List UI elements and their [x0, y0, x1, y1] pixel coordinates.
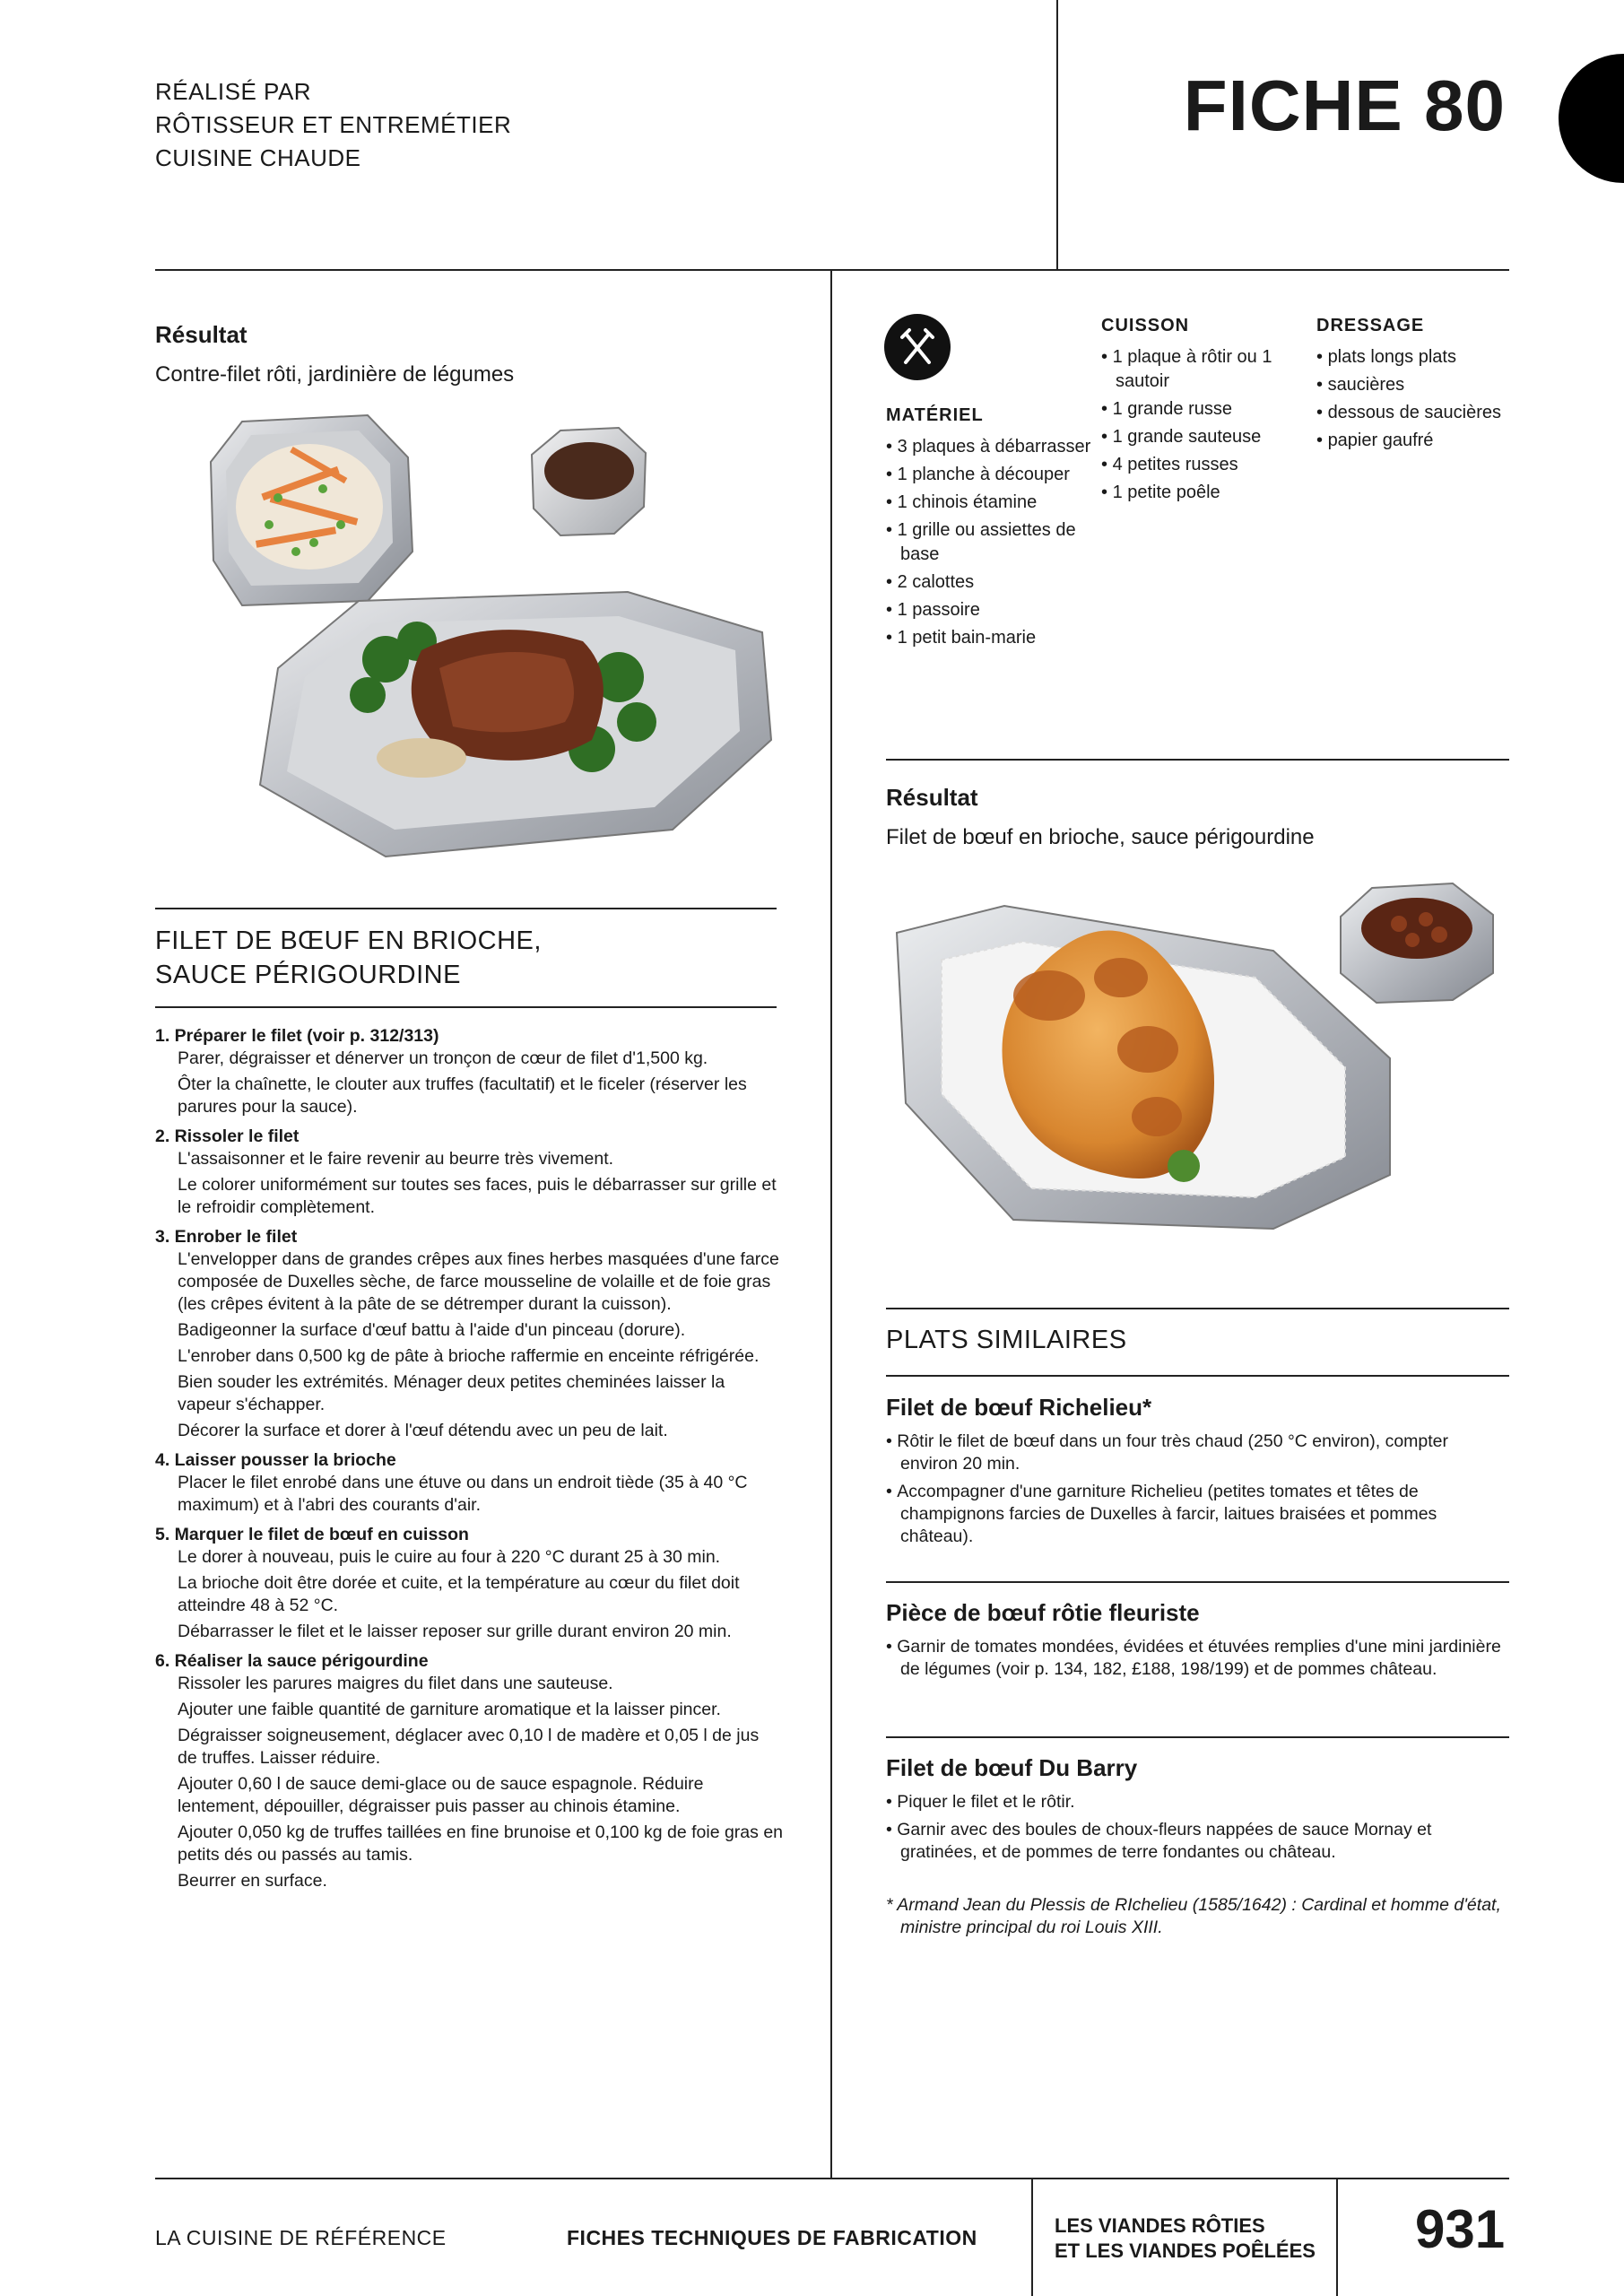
list-item: • 1 petite poêle	[1101, 481, 1303, 505]
list-item: • 1 grille ou assiettes de base	[886, 518, 1092, 567]
dressage-block	[1316, 316, 1509, 457]
dressage-list	[1316, 345, 1509, 453]
recipe-step: 1. Préparer le filet (voir p. 312/313) Parer, dégraisser et dénerver un tronçon de cœur de filet d'1,500 kg. Ôter la chaînette, le clouter aux truffes (facultatif) et le ficeler (réserver les parures pour la sauce).	[155, 1026, 747, 1117]
list-item: • 1 chinois étamine	[886, 491, 1092, 515]
footer-rule	[155, 2178, 1509, 2179]
right-result-text: Filet de bœuf en brioche, sauce périgourdine	[886, 825, 1315, 849]
header-rule	[155, 269, 1509, 271]
similar-title: PLATS SIMILAIRES	[886, 1326, 1127, 1354]
list-item: • 3 plaques à débarrasser	[886, 435, 1092, 459]
materiel-list	[886, 435, 1092, 650]
recipe-step: 6. Réaliser la sauce périgourdine Rissoler les parures maigres du filet dans une sauteuse. Ajouter une faible quantité de garniture aromatique et la laisser pincer. Dégraisser soigneusement, déglacer avec 0,10 l de madère et 0,05 l de jus de truffes. Laisser réduire. Ajouter 0,60 l de sauce demi-glace ou de sauce espagnole. Réduire lentement, dépouiller, dégraisser puis passer au chinois étamine. Ajouter 0,050 kg de truffes taillées en fine brunoise et 0,100 kg de foie gras en petits dés ou passés au tamis. Beurrer en surface.	[155, 1651, 784, 1891]
list-item: • Piquer le filet et le rôtir.	[886, 1791, 1509, 1813]
list-item: • 1 grande sauteuse	[1101, 425, 1303, 449]
left-result-title: Résultat	[155, 321, 248, 348]
made-by-label: RÉALISÉ PAR	[155, 78, 312, 105]
cuisson-title: CUISSON	[1101, 316, 1190, 335]
footer-divider	[1031, 2179, 1033, 2296]
list-item: • papier gaufré	[1316, 429, 1509, 453]
right-result-rule	[886, 759, 1509, 761]
list-item: • dessous de saucières	[1316, 401, 1509, 425]
list-item: • saucières	[1316, 373, 1509, 397]
similar-dish	[886, 1754, 1509, 1869]
list-item: • 1 grande russe	[1101, 397, 1303, 422]
list-item: • 1 plaque à rôtir ou 1 sautoir	[1101, 345, 1303, 394]
recipe-step: 2. Rissoler le filet L'assaisonner et le faire revenir au beurre très vivement. Le colorer uniformément sur toutes ses faces, puis le débarrasser sur grille et le refroidir complètement.	[155, 1126, 777, 1217]
list-item: • Rôtir le filet de bœuf dans un four très chaud (250 °C environ), compter environ 20 min.	[886, 1431, 1509, 1475]
center-divider	[830, 271, 832, 2179]
recipe-step: 4. Laisser pousser la brioche Placer le filet enrobé dans une étuve ou dans un endroit tiède (35 à 40 °C maximum) et à l'abri des courants d'air.	[155, 1450, 748, 1515]
footer-book-title: LA CUISINE DE RÉFÉRENCE	[155, 2226, 447, 2249]
header-divider-vertical	[1056, 0, 1058, 271]
cuisson-list	[1101, 345, 1303, 505]
footnote: * Armand Jean du Plessis de RIchelieu (1585/1642) : Cardinal et homme d'état, ministre principal du roi Louis XIII.	[886, 1895, 1501, 1937]
dressage-title: DRESSAGE	[1316, 316, 1425, 335]
dish-title: Pièce de bœuf rôtie fleuriste	[886, 1599, 1200, 1626]
similar-dish	[886, 1394, 1509, 1553]
list-item: • Garnir avec des boules de choux-fleurs nappées de sauce Mornay et gratinées, et de pommes de terre fondantes ou château.	[886, 1819, 1509, 1864]
footer-section: FICHES TECHNIQUES DE FABRICATION	[567, 2226, 977, 2249]
recipe-title-rule-bottom	[155, 1006, 777, 1008]
dish-title: Filet de bœuf Richelieu*	[886, 1394, 1152, 1421]
materiel-block	[886, 405, 1092, 654]
materiel-title: MATÉRIEL	[886, 405, 984, 425]
made-by-block	[155, 75, 511, 175]
fiche-number: FICHE 80	[1183, 65, 1506, 145]
similar-rule-top	[886, 1308, 1509, 1309]
filet-en-brioche-photo	[888, 879, 1507, 1256]
made-by-role: RÔTISSEUR ET ENTREMÉTIER	[155, 111, 512, 138]
dish-divider	[886, 1736, 1509, 1738]
recipe-step: 3. Enrober le filet L'envelopper dans de grandes crêpes aux fines herbes masquées d'une farce composée de Duxelles sèche, de farce mousseline de volaille et de foie gras (les crêpes évitent à la pâte de se détremper durant la cuisson). Badigeonner la surface d'œuf battu à l'aide d'un pinceau (dorure). L'enrober dans 0,500 kg de pâte à brioche raffermie en enceinte réfrigérée. Bien souder les extrémités. Ménager deux petites cheminées laisser la vapeur s'échapper. Décorer la surface et dorer à l'œuf détendu avec un peu de lait.	[155, 1227, 779, 1440]
list-item: • 1 planche à découper	[886, 463, 1092, 487]
made-by-section: CUISINE CHAUDE	[155, 144, 361, 171]
similar-rule-bottom	[886, 1375, 1509, 1377]
footer-chapter: LES VIANDES RÔTIES ET LES VIANDES POÊLÉES	[1055, 2214, 1316, 2262]
left-result-text: Contre-filet rôti, jardinière de légumes	[155, 362, 515, 387]
list-item: • 2 calottes	[886, 570, 1092, 595]
recipe-step: 5. Marquer le filet de bœuf en cuisson Le dorer à nouveau, puis le cuire au four à 220 °C durant 25 à 30 min. La brioche doit être dorée et cuite, et la température au cœur du filet doit atteindre 48 à 52 °C. Débarrasser le filet et le laisser reposer sur grille durant environ 20 min.	[155, 1525, 740, 1641]
recipe-title: FILET DE BŒUF EN BRIOCHE, SAUCE PÉRIGOURDINE	[155, 926, 542, 989]
right-result-title: Résultat	[886, 784, 978, 811]
contre-filet-photo	[206, 408, 780, 861]
chapter-tab-marker	[1559, 54, 1624, 183]
list-item: • 1 passoire	[886, 598, 1092, 622]
list-item: • 1 petit bain-marie	[886, 626, 1092, 650]
list-item: • plats longs plats	[1316, 345, 1509, 370]
similar-dish	[886, 1599, 1509, 1686]
recipe-steps	[155, 1025, 783, 1900]
list-item: • Accompagner d'une garniture Richelieu (petites tomates et têtes de champignons farcies de Duxelles à farcir, laitues braisées et pommes château).	[886, 1481, 1509, 1548]
dish-title: Filet de bœuf Du Barry	[886, 1754, 1138, 1781]
cuisson-block	[1101, 316, 1303, 509]
footer-divider	[1336, 2179, 1338, 2296]
list-item: • 4 petites russes	[1101, 453, 1303, 477]
list-item: • Garnir de tomates mondées, évidées et étuvées remplies d'une mini jardinière de légumes (voir p. 134, 182, £188, 198/199) et de pommes château.	[886, 1636, 1509, 1681]
fork-knife-icon	[884, 314, 951, 380]
recipe-title-rule-top	[155, 908, 777, 909]
dish-divider	[886, 1581, 1509, 1583]
page-number: 931	[1415, 2199, 1506, 2259]
